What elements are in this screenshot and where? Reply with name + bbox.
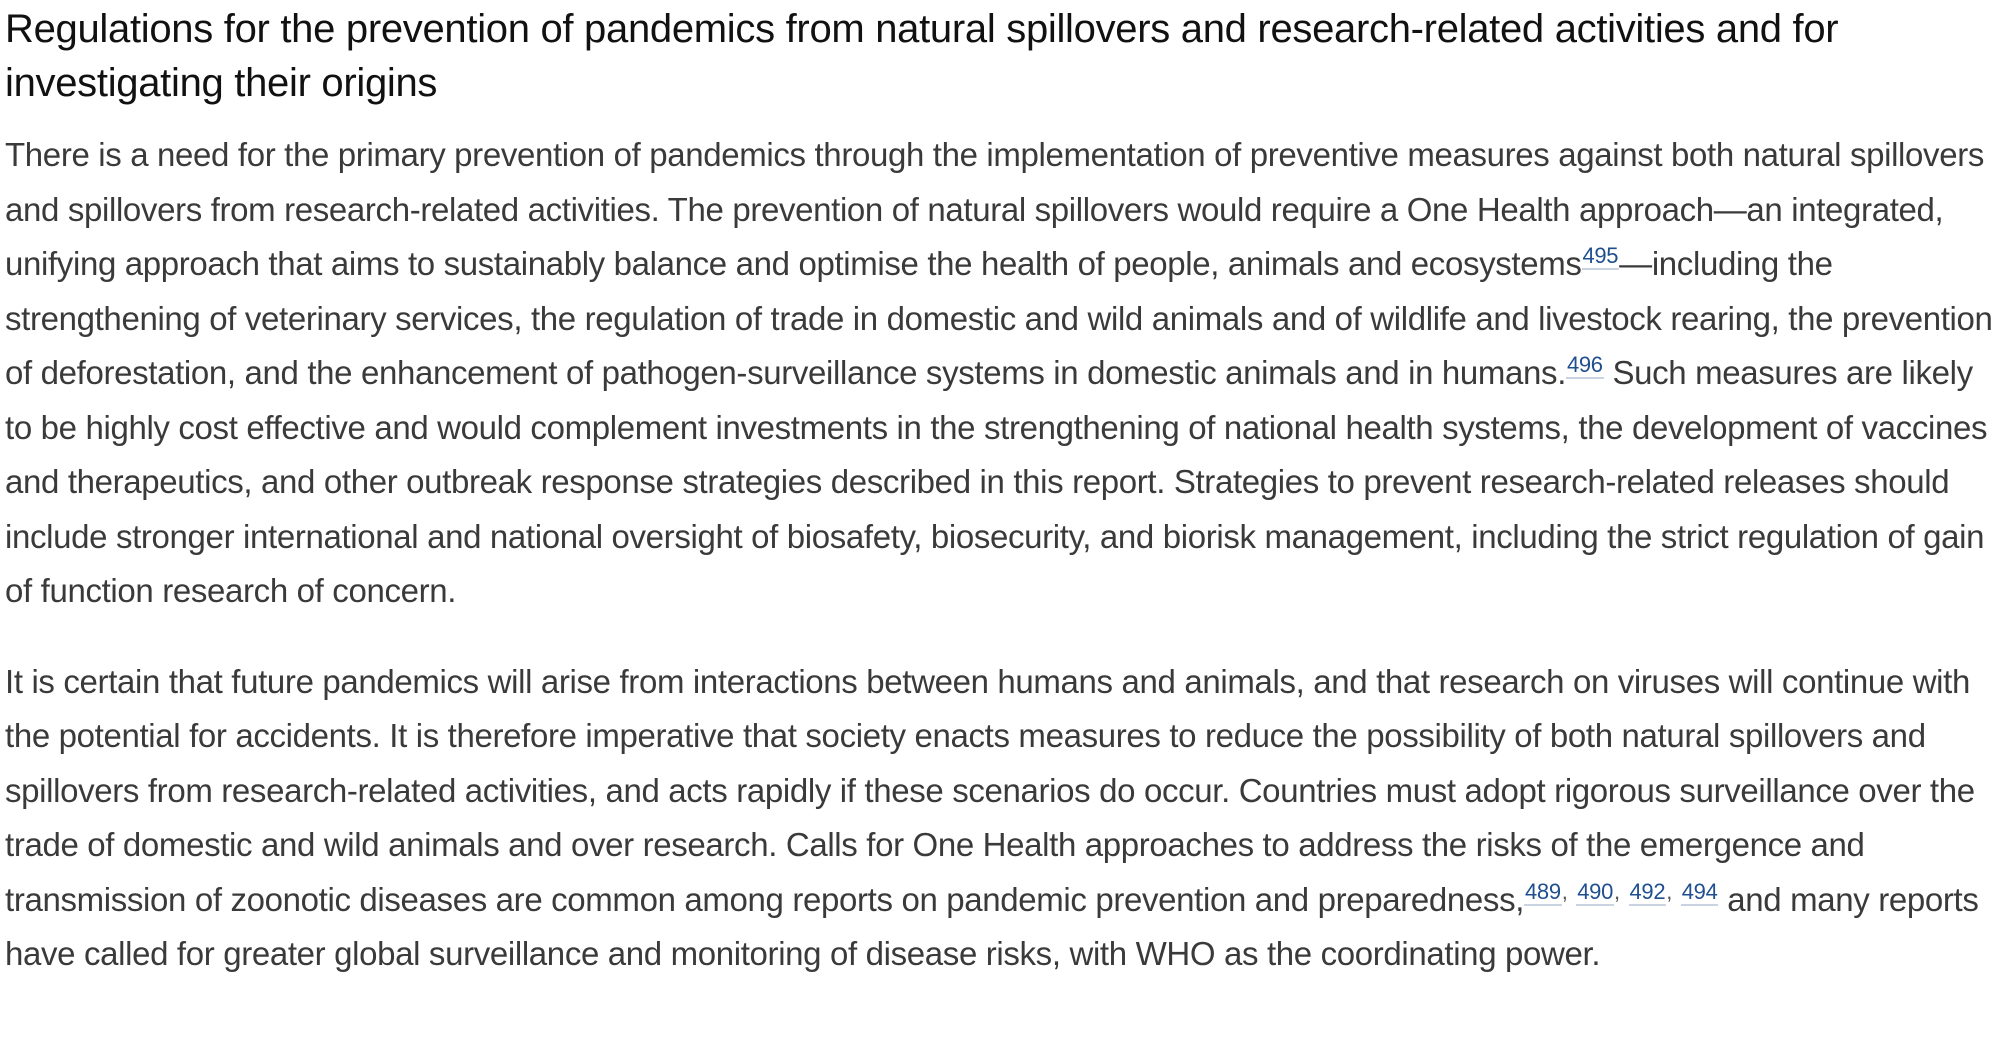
reference-link-496[interactable]: 496	[1567, 352, 1603, 377]
reference-separator: ,	[1561, 878, 1568, 904]
reference-separator: ,	[1666, 878, 1672, 904]
paragraph-2-text-a: It is certain that future pandemics will arise from interactions between humans and animals, and that research on viruses will continue with the potential for accidents. It is therefore imperative that society enacts measures to reduce the possibility of both natural spillovers and spillovers from research-related activities, and acts rapidly if these scenarios do occur. Countries must adopt rigorous surveillance over the trade of domestic and wild animals and over research. Calls for One Health approaches to address the risks of the emergence and transmission of zoonotic diseases are common among reports on pandemic prevention and preparedness,	[5, 662, 1975, 918]
reference-link-489[interactable]: 489	[1525, 878, 1561, 904]
reference-link-492[interactable]: 492	[1629, 878, 1666, 904]
paragraph-1	[5, 128, 2000, 619]
paragraph-1-text-b: —including the strengthening of veterinary services, the regulation of trade in domestic and wild animals and of wildlife and livestock rearing, the prevention of deforestation, and the enhancement of pathogen-surveillance systems in domestic animals and in humans.	[5, 245, 1993, 391]
paragraph-2	[5, 655, 2000, 982]
section-title: Regulations for the prevention of pandemics from natural spillovers and research-related activities and for investigating their origins	[5, 7, 1839, 105]
reference-link-490[interactable]: 490	[1577, 878, 1613, 904]
reference-separator: ,	[1613, 878, 1620, 904]
paragraph-1-text-c: Such measures are likely to be highly cost effective and would complement investments in the strengthening of national health systems, the development of vaccines and therapeutics, and other outbreak response strategies described in this report. Strategies to prevent research-related releases should include stronger international and national oversight of biosafety, biosecurity, and biorisk management, including the strict regulation of gain of function research of concern.	[5, 354, 1988, 609]
paragraph-1-text-a: There is a need for the primary prevention of pandemics through the implementation of preventive measures against both natural spillovers and spillovers from research-related activities. The prevention of natural spillovers would require a One Health approach—an integrated, unifying approach that aims to sustainably balance and optimise the health of people, animals and ecosystems	[5, 136, 1984, 282]
paragraph-2-text-b: and many reports have called for greater global surveillance and monitoring of disease risks, with WHO as the coordinating power.	[5, 880, 1979, 972]
reference-link-494[interactable]: 494	[1681, 878, 1718, 904]
reference-link-495[interactable]: 495	[1582, 243, 1619, 268]
